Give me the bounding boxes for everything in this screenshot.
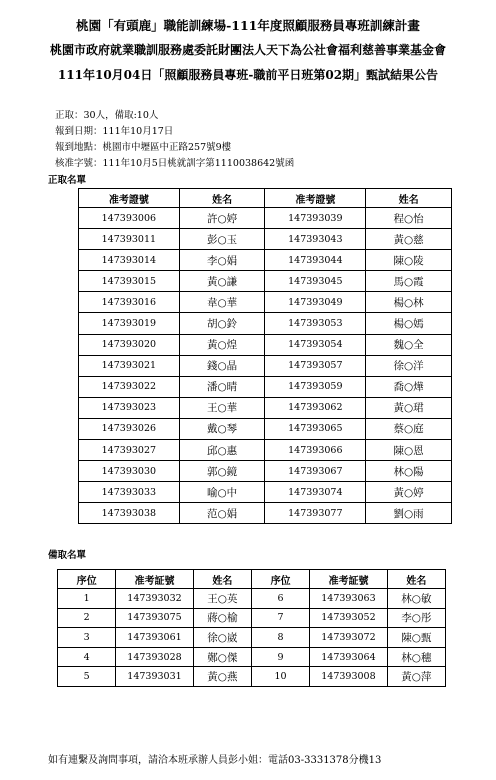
table-row [79, 461, 452, 482]
table-cell: 147393057 [265, 355, 366, 376]
table-cell: 黃○婷 [366, 482, 452, 503]
table-row [79, 250, 452, 271]
location-info: 報到地點：桃園市中壢區中正路257號9樓 [55, 142, 232, 153]
table-cell: 許○婷 [179, 208, 265, 229]
table-cell: 范○娟 [179, 503, 265, 524]
table-row [58, 589, 446, 609]
table-cell: 林○穗 [387, 647, 445, 667]
table-cell: 147393077 [265, 503, 366, 524]
table-cell: 147393027 [79, 440, 180, 461]
table-cell: 147393049 [265, 292, 366, 313]
table-cell: 鄭○傑 [193, 647, 251, 667]
table-cell: 147393075 [116, 608, 194, 628]
table-cell: 蔣○榆 [193, 608, 251, 628]
table-cell: 147393016 [79, 292, 180, 313]
column-header: 姓名 [193, 570, 251, 589]
table-cell: 9 [251, 647, 309, 667]
column-header: 准考証號 [310, 570, 388, 589]
table-cell: 147393074 [265, 482, 366, 503]
table-cell: 郭○鏡 [179, 461, 265, 482]
organizer-line: 桃園市政府就業職訓服務處委託財團法人天下為公社會福利慈善事業基金會 [49, 43, 446, 57]
table-cell: 7 [251, 608, 309, 628]
contact-footer: 如有連繫及詢問事項，請洽本班承辦人員彭小姐：電話03-3331378分機13 [48, 755, 382, 766]
table-cell: 彭○玉 [179, 229, 265, 250]
table-cell: 黃○煌 [179, 334, 265, 355]
main-list-table [78, 188, 452, 524]
table-cell: 147393014 [79, 250, 180, 271]
table-cell: 戴○琴 [179, 418, 265, 439]
table-cell: 147393022 [79, 376, 180, 397]
table-cell: 147393059 [265, 376, 366, 397]
table-cell: 黃○珺 [366, 397, 452, 418]
table-row [58, 667, 446, 687]
column-header: 准考證號 [79, 189, 180, 208]
quota-info: 正取：30人，備取:10人 [55, 110, 159, 121]
backup-list-title: 備取名單 [48, 550, 87, 561]
table-cell: 胡○鈴 [179, 313, 265, 334]
column-header: 姓名 [366, 189, 452, 208]
table-cell: 李○娟 [179, 250, 265, 271]
table-cell: 147393072 [310, 628, 388, 648]
table-row [79, 313, 452, 334]
table-header-row [58, 570, 446, 589]
table-cell: 147393026 [79, 418, 180, 439]
table-cell: 黃○萍 [387, 667, 445, 687]
table-row [79, 271, 452, 292]
table-cell: 147393030 [79, 461, 180, 482]
table-row [79, 440, 452, 461]
table-cell: 1 [58, 589, 116, 609]
column-header: 姓名 [387, 570, 445, 589]
table-cell: 黃○燕 [193, 667, 251, 687]
table-cell: 147393062 [265, 397, 366, 418]
table-cell: 喻○中 [179, 482, 265, 503]
table-cell: 147393065 [265, 418, 366, 439]
table-cell: 147393028 [116, 647, 194, 667]
table-cell: 李○彤 [387, 608, 445, 628]
table-cell: 147393054 [265, 334, 366, 355]
announcement-subtitle: 111年10月04日「照顧服務員專班-職前平日班第02期」甄試結果公告 [57, 68, 439, 82]
table-cell: 王○華 [179, 397, 265, 418]
table-cell: 147393021 [79, 355, 180, 376]
table-cell: 147393043 [265, 229, 366, 250]
table-cell: 喬○燁 [366, 376, 452, 397]
table-row [79, 355, 452, 376]
table-cell: 8 [251, 628, 309, 648]
table-cell: 147393033 [79, 482, 180, 503]
table-cell: 林○敏 [387, 589, 445, 609]
table-row [58, 647, 446, 667]
table-cell: 6 [251, 589, 309, 609]
table-header-row [79, 189, 452, 208]
table-cell: 韋○華 [179, 292, 265, 313]
column-header: 姓名 [179, 189, 265, 208]
table-cell: 147393023 [79, 397, 180, 418]
table-row [79, 229, 452, 250]
table-cell: 147393015 [79, 271, 180, 292]
table-cell: 4 [58, 647, 116, 667]
table-cell: 147393066 [265, 440, 366, 461]
table-cell: 3 [58, 628, 116, 648]
report-date-info: 報到日期：111年10月17日 [55, 126, 174, 137]
column-header: 准考證號 [265, 189, 366, 208]
table-row [79, 503, 452, 524]
approval-info: 核准字號：111年10月5日桃就訓字第1110038642號函 [55, 158, 295, 169]
table-cell: 147393045 [265, 271, 366, 292]
table-cell: 林○陽 [366, 461, 452, 482]
table-cell: 147393067 [265, 461, 366, 482]
table-cell: 陳○甄 [387, 628, 445, 648]
table-cell: 陳○恩 [366, 440, 452, 461]
main-list-title: 正取名單 [48, 175, 87, 186]
table-cell: 147393011 [79, 229, 180, 250]
table-cell: 147393063 [310, 589, 388, 609]
table-cell: 馬○霞 [366, 271, 452, 292]
table-cell: 147393038 [79, 503, 180, 524]
table-cell: 147393064 [310, 647, 388, 667]
table-cell: 147393044 [265, 250, 366, 271]
table-row [79, 208, 452, 229]
table-cell: 147393053 [265, 313, 366, 334]
table-cell: 黃○謙 [179, 271, 265, 292]
table-cell: 10 [251, 667, 309, 687]
table-row [79, 418, 452, 439]
table-cell: 魏○全 [366, 334, 452, 355]
table-cell: 147393039 [265, 208, 366, 229]
table-cell: 2 [58, 608, 116, 628]
table-cell: 147393032 [116, 589, 194, 609]
table-cell: 147393019 [79, 313, 180, 334]
table-cell: 劉○雨 [366, 503, 452, 524]
table-cell: 錢○晶 [179, 355, 265, 376]
table-cell: 邱○惠 [179, 440, 265, 461]
table-cell: 徐○崴 [193, 628, 251, 648]
table-cell: 潘○晴 [179, 376, 265, 397]
table-row [58, 608, 446, 628]
table-cell: 楊○林 [366, 292, 452, 313]
column-header: 序位 [58, 570, 116, 589]
table-row [79, 482, 452, 503]
table-row [79, 292, 452, 313]
table-cell: 147393031 [116, 667, 194, 687]
table-row [58, 628, 446, 648]
table-cell: 王○英 [193, 589, 251, 609]
column-header: 序位 [251, 570, 309, 589]
table-cell: 5 [58, 667, 116, 687]
table-cell: 147393020 [79, 334, 180, 355]
backup-list-table [57, 569, 446, 687]
table-cell: 黃○慈 [366, 229, 452, 250]
table-cell: 楊○嫣 [366, 313, 452, 334]
table-row [79, 397, 452, 418]
table-cell: 147393008 [310, 667, 388, 687]
table-cell: 147393006 [79, 208, 180, 229]
table-cell: 陳○陵 [366, 250, 452, 271]
table-cell: 程○怡 [366, 208, 452, 229]
table-cell: 蔡○庭 [366, 418, 452, 439]
table-cell: 147393061 [116, 628, 194, 648]
column-header: 准考証號 [116, 570, 194, 589]
table-cell: 徐○洋 [366, 355, 452, 376]
table-row [79, 376, 452, 397]
page-title: 桃園「有頭鹿」職能訓練場-111年度照顧服務員專班訓練計畫 [76, 18, 420, 33]
table-row [79, 334, 452, 355]
table-cell: 147393052 [310, 608, 388, 628]
